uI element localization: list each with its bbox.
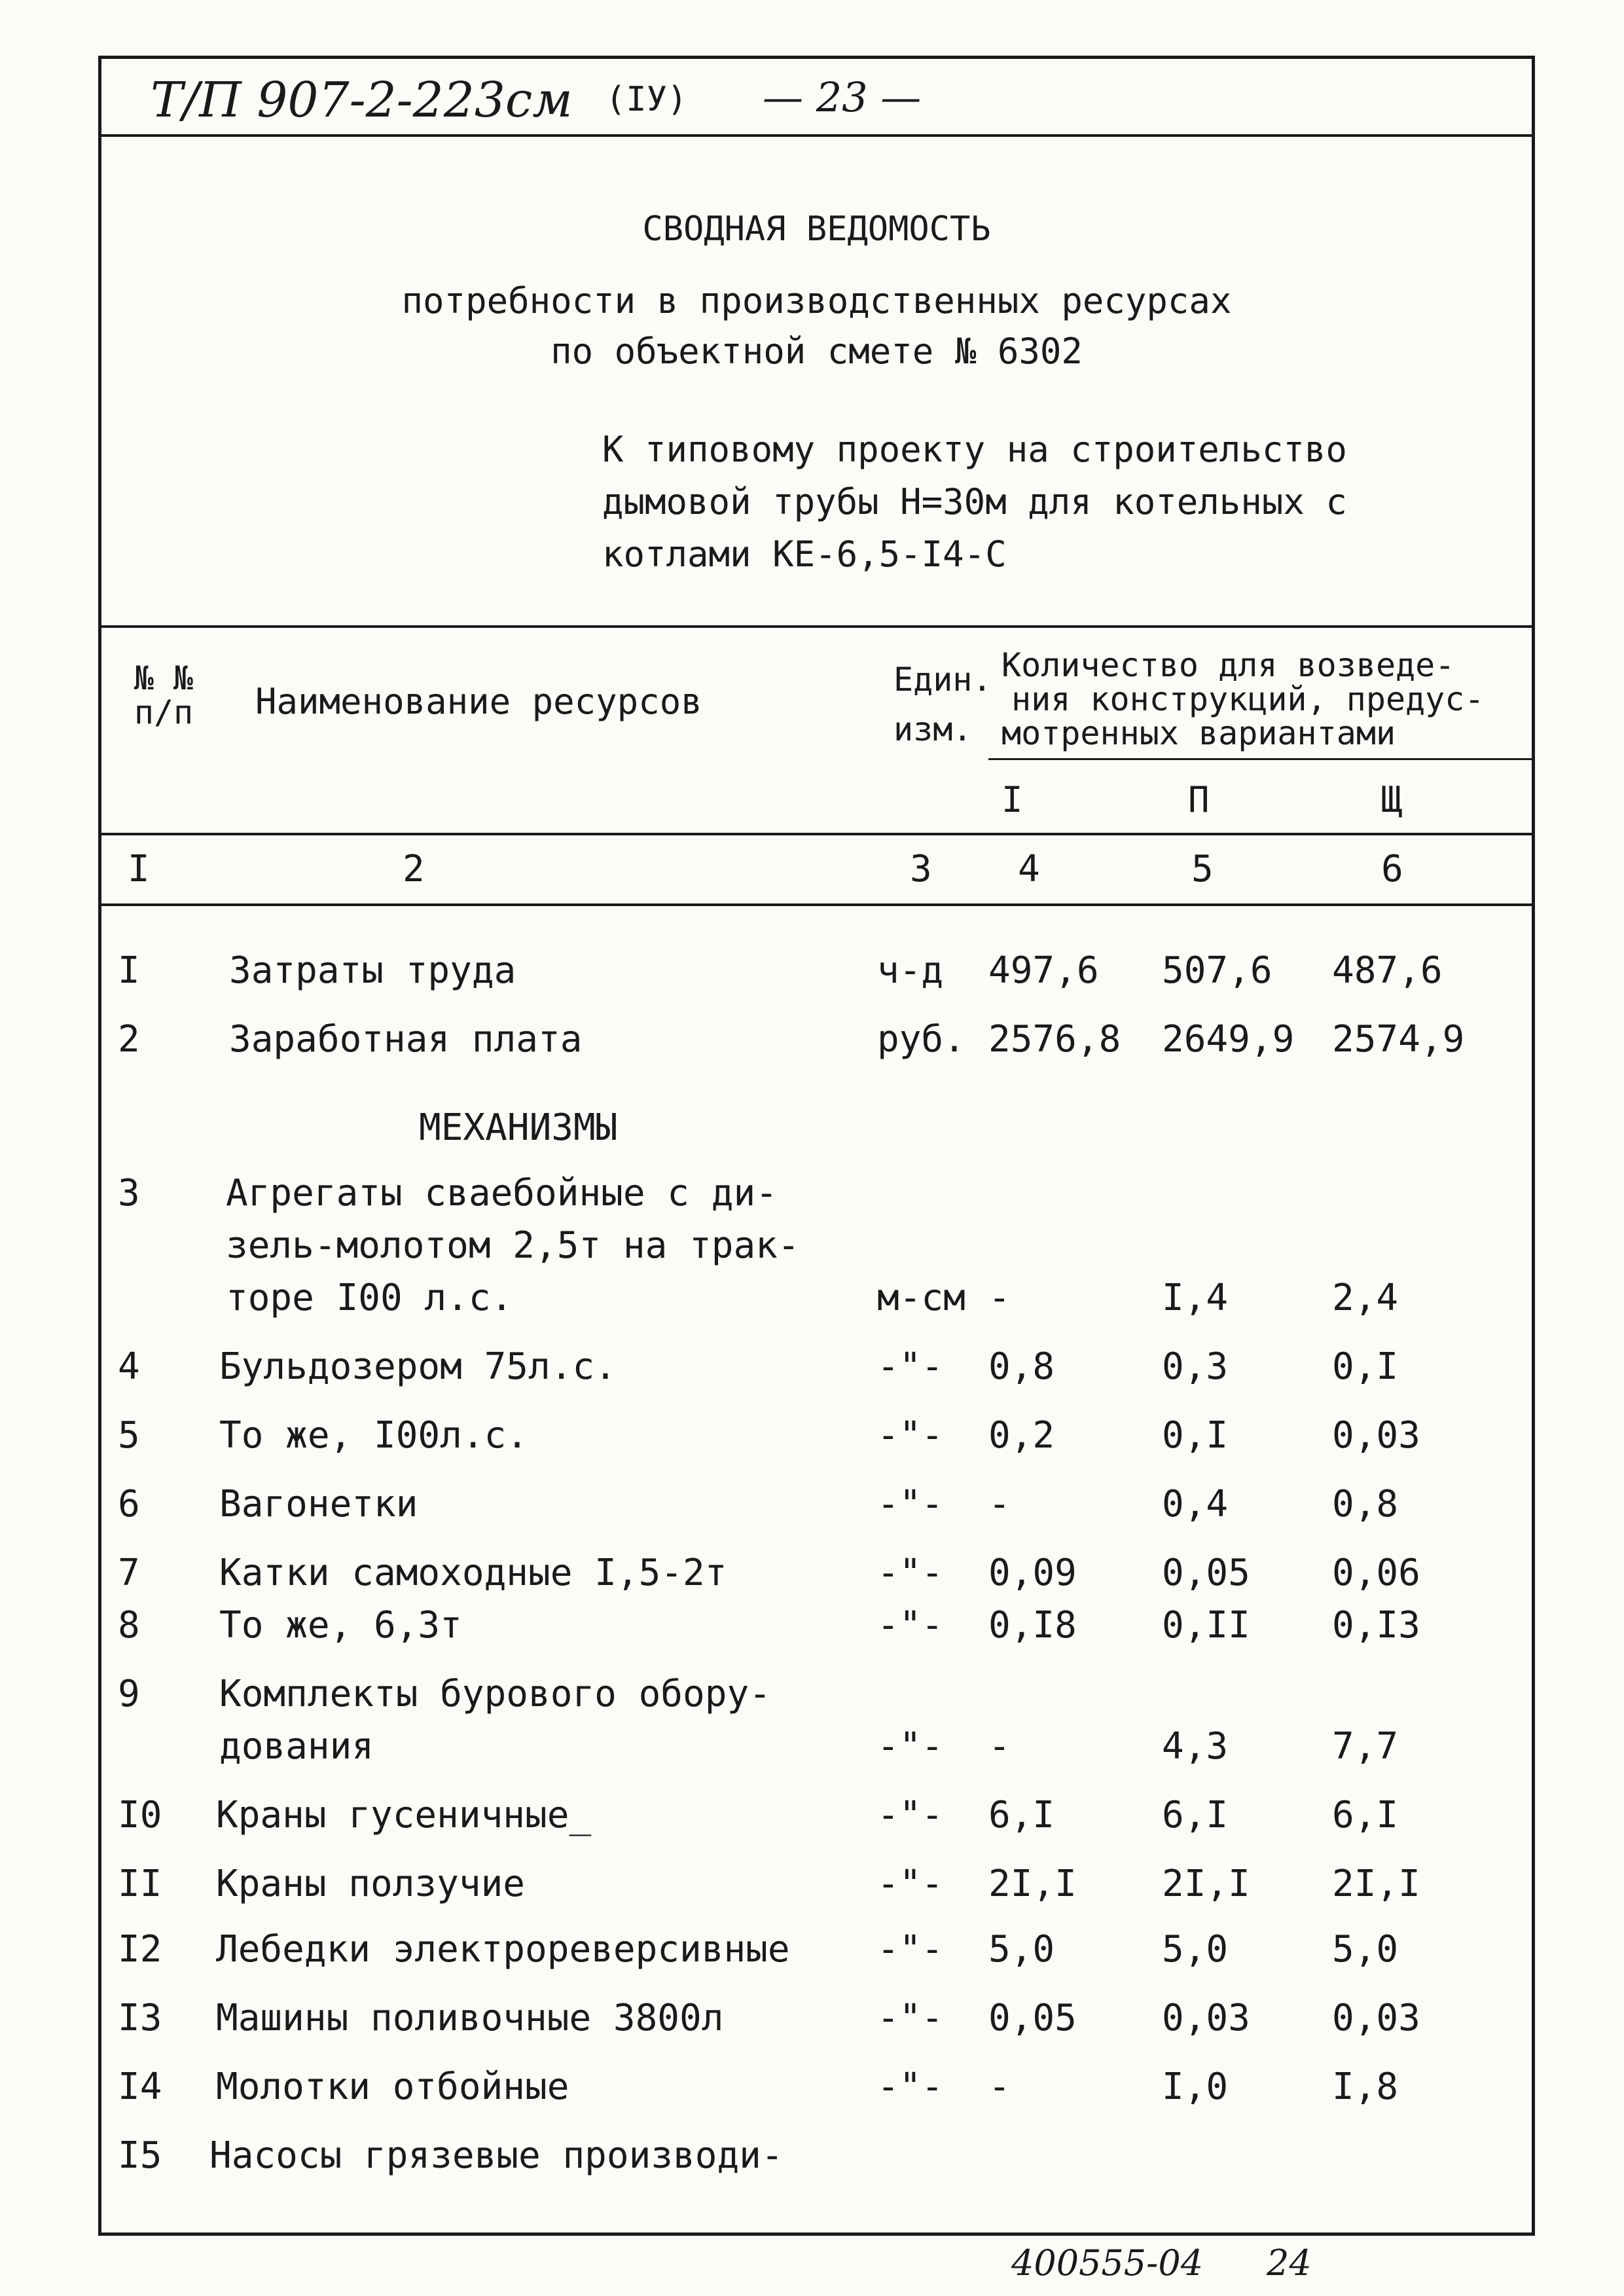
value-variant-2: 0,I bbox=[1162, 1414, 1229, 1457]
doc-section: (IУ) bbox=[605, 80, 688, 119]
col-number-5: 5 bbox=[1191, 848, 1214, 890]
row-number: I2 bbox=[118, 1928, 162, 1971]
value-variant-1: 0,05 bbox=[988, 1997, 1077, 2039]
resource-name: Комплекты бурового обору- bbox=[219, 1673, 771, 1715]
value-variant-3: 7,7 bbox=[1332, 1725, 1399, 1768]
value-variant-3: 0,I3 bbox=[1332, 1604, 1420, 1647]
value-variant-1: - bbox=[988, 2066, 1011, 2108]
value-variant-2: 4,3 bbox=[1162, 1725, 1229, 1768]
resource-name: торе I00 л.с. bbox=[226, 1277, 513, 1319]
row-number: 7 bbox=[118, 1552, 140, 1594]
qty-header-divider bbox=[988, 758, 1535, 760]
value-variant-3: 0,03 bbox=[1332, 1997, 1420, 2039]
resource-name: Агрегаты сваебойные с ди- bbox=[226, 1172, 778, 1214]
unit-cell: -"- bbox=[877, 1414, 944, 1457]
row-number: 3 bbox=[118, 1172, 140, 1214]
variant-3-header: Щ bbox=[1381, 779, 1403, 820]
col-number-1: I bbox=[128, 848, 150, 890]
resource-name: Лебедки электрореверсивные bbox=[216, 1928, 790, 1971]
resource-name: Краны гусеничные_ bbox=[216, 1794, 592, 1836]
sheet-number: 24 bbox=[1267, 2242, 1312, 2284]
row-number: I5 bbox=[118, 2134, 162, 2177]
value-variant-2: 507,6 bbox=[1162, 949, 1272, 992]
unit-cell: -"- bbox=[877, 1725, 944, 1768]
row-number: I0 bbox=[118, 1794, 162, 1836]
row-number: 6 bbox=[118, 1483, 140, 1525]
resource-name: Молотки отбойные bbox=[216, 2066, 569, 2108]
value-variant-2: 6,I bbox=[1162, 1794, 1229, 1836]
unit-cell: руб. bbox=[877, 1018, 965, 1061]
value-variant-2: 5,0 bbox=[1162, 1928, 1229, 1971]
value-variant-3: 0,03 bbox=[1332, 1414, 1420, 1457]
value-variant-2: 0,II bbox=[1162, 1604, 1250, 1647]
value-variant-1: 6,I bbox=[988, 1794, 1055, 1836]
archive-number: 400555-04 bbox=[1011, 2242, 1204, 2284]
value-variant-3: 487,6 bbox=[1332, 949, 1443, 992]
unit-cell: -"- bbox=[877, 1928, 944, 1971]
unit-cell: ч-д bbox=[877, 949, 944, 992]
project-line-3: котлами КЕ-6,5-I4-С bbox=[602, 534, 1007, 575]
value-variant-1: 2I,I bbox=[988, 1863, 1077, 1905]
value-variant-3: 5,0 bbox=[1332, 1928, 1399, 1971]
value-variant-1: 0,09 bbox=[988, 1552, 1077, 1594]
row-number: 9 bbox=[118, 1673, 140, 1715]
resource-name: Заработная плата bbox=[229, 1018, 583, 1061]
value-variant-2: 0,3 bbox=[1162, 1345, 1229, 1388]
row-number: 2 bbox=[118, 1018, 140, 1061]
value-variant-3: 2574,9 bbox=[1332, 1018, 1465, 1061]
table-top-rule bbox=[98, 625, 1535, 628]
value-variant-2: 0,03 bbox=[1162, 1997, 1250, 2039]
unit-cell: -"- bbox=[877, 1483, 944, 1525]
resource-name: Вагонетки bbox=[219, 1483, 418, 1525]
value-variant-1: - bbox=[988, 1725, 1011, 1768]
value-variant-1: 0,8 bbox=[988, 1345, 1055, 1388]
col-name-header: Наименование ресурсов bbox=[255, 681, 702, 722]
value-variant-1: 2576,8 bbox=[988, 1018, 1121, 1061]
unit-cell: -"- bbox=[877, 1604, 944, 1647]
col-num-header: № № п/п bbox=[134, 659, 194, 731]
unit-cell: м-см bbox=[877, 1277, 965, 1319]
value-variant-2: 0,05 bbox=[1162, 1552, 1250, 1594]
value-variant-3: 0,I bbox=[1332, 1345, 1399, 1388]
col-number-bottom-rule bbox=[98, 903, 1535, 906]
resource-name: То же, I00л.с. bbox=[219, 1414, 529, 1457]
col-number-6: 6 bbox=[1381, 848, 1403, 890]
col-qty-header: Количество для возведе- ния конструкций, предус- мотренных вариантами bbox=[1001, 646, 1485, 752]
value-variant-2: I,0 bbox=[1162, 2066, 1229, 2108]
value-variant-1: - bbox=[988, 1483, 1011, 1525]
title-line-2: по объектной смете № 6302 bbox=[550, 331, 1083, 372]
col-number-3: 3 bbox=[910, 848, 932, 890]
resource-name: дования bbox=[219, 1725, 374, 1768]
value-variant-2: 0,4 bbox=[1162, 1483, 1229, 1525]
variant-2-header: П bbox=[1188, 779, 1210, 820]
value-variant-1: 5,0 bbox=[988, 1928, 1055, 1971]
unit-cell: -"- bbox=[877, 1863, 944, 1905]
value-variant-1: 497,6 bbox=[988, 949, 1099, 992]
value-variant-3: 6,I bbox=[1332, 1794, 1399, 1836]
project-line-1: К типовому проекту на строительство bbox=[602, 429, 1347, 470]
unit-cell: -"- bbox=[877, 1794, 944, 1836]
resource-name: Краны ползучие bbox=[216, 1863, 526, 1905]
col-number-4: 4 bbox=[1018, 848, 1040, 890]
resource-name: зель-молотом 2,5т на трак- bbox=[226, 1224, 800, 1267]
col-unit-header: Един. изм. bbox=[893, 661, 992, 748]
value-variant-1: 0,2 bbox=[988, 1414, 1055, 1457]
unit-cell: -"- bbox=[877, 1997, 944, 2039]
header-divider bbox=[98, 134, 1535, 137]
unit-cell: -"- bbox=[877, 1345, 944, 1388]
row-number: I bbox=[118, 949, 140, 992]
unit-cell: -"- bbox=[877, 2066, 944, 2108]
col-number-2: 2 bbox=[403, 848, 425, 890]
resource-name: Бульдозером 75л.с. bbox=[219, 1345, 617, 1388]
resource-name: Машины поливочные 3800л bbox=[216, 1997, 724, 2039]
value-variant-2: 2I,I bbox=[1162, 1863, 1250, 1905]
row-number: I4 bbox=[118, 2066, 162, 2108]
row-number: 5 bbox=[118, 1414, 140, 1457]
summary-title: СВОДНАЯ ВЕДОМОСТЬ bbox=[642, 210, 991, 249]
page-frame bbox=[98, 56, 1535, 2236]
col-number-top-rule bbox=[98, 833, 1535, 835]
unit-cell: -"- bbox=[877, 1552, 944, 1594]
value-variant-2: I,4 bbox=[1162, 1277, 1229, 1319]
doc-code: Т/П 907-2-223см bbox=[151, 72, 573, 128]
row-number: 8 bbox=[118, 1604, 140, 1647]
value-variant-3: I,8 bbox=[1332, 2066, 1399, 2108]
resource-name: То же, 6,3т bbox=[219, 1604, 462, 1647]
row-number: II bbox=[118, 1863, 162, 1905]
resource-name: Насосы грязевые производи- bbox=[209, 2134, 784, 2177]
project-line-2: дымовой трубы Н=30м для котельных с bbox=[602, 481, 1347, 522]
value-variant-3: 0,06 bbox=[1332, 1552, 1420, 1594]
variant-1-header: I bbox=[1001, 779, 1023, 820]
resource-name: Затраты труда bbox=[229, 949, 516, 992]
value-variant-3: 0,8 bbox=[1332, 1483, 1399, 1525]
resource-name: Катки самоходные I,5-2т bbox=[219, 1552, 727, 1594]
value-variant-2: 2649,9 bbox=[1162, 1018, 1295, 1061]
value-variant-3: 2I,I bbox=[1332, 1863, 1420, 1905]
row-number: I3 bbox=[118, 1997, 162, 2039]
value-variant-1: - bbox=[988, 1277, 1011, 1319]
value-variant-3: 2,4 bbox=[1332, 1277, 1399, 1319]
section-label-mechanisms: МЕХАНИЗМЫ bbox=[419, 1106, 618, 1149]
row-number: 4 bbox=[118, 1345, 140, 1388]
value-variant-1: 0,I8 bbox=[988, 1604, 1077, 1647]
page-number: — 23 — bbox=[763, 73, 922, 121]
title-line-1: потребности в производственных ресурсах bbox=[401, 280, 1232, 321]
